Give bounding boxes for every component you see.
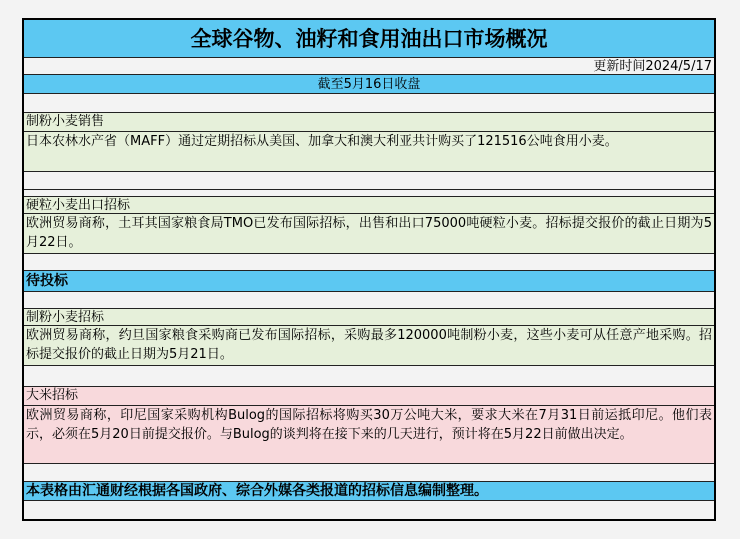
blank-row <box>24 190 714 197</box>
section-body-milling-wheat-tender: 欧洲贸易商称，约旦国家粮食采购商已发布国际招标，采购最多120000吨制粉小麦，这些小麦可从任意产地采购。招标提交报价的截止日期为5月21日。 <box>24 326 714 366</box>
section-body-durum-export-tender: 欧洲贸易商称，土耳其国家粮食局TMO已发布国际招标，出售和出口75000吨硬粒小麦。招标提交报价的截止日期为5月22日。 <box>24 214 714 254</box>
blank-row <box>24 172 714 190</box>
blank-row <box>24 464 714 482</box>
source-footer: 本表格由汇通财经根据各国政府、综合外媒各类报道的招标信息编制整理。 <box>24 482 714 501</box>
section-header-durum-export-tender: 硬粒小麦出口招标 <box>24 197 714 214</box>
section-body-rice-tender: 欧洲贸易商称，印尼国家采购机构Bulog的国际招标将购买30万公吨大米，要求大米在7月31日前运抵印尼。他们表示，必须在5月20日前提交报价。与Bulog的谈判将在接下来的几天进行，预计将在5月22日前做出决定。 <box>24 406 714 464</box>
market-overview-sheet <box>22 18 716 521</box>
blank-row <box>24 292 714 309</box>
blank-row <box>24 94 714 113</box>
section-header-rice-tender: 大米招标 <box>24 387 714 406</box>
section-body-milling-wheat-sale: 日本农林水产省（MAFF）通过定期招标从美国、加拿大和澳大利亚共计购买了121516公吨食用小麦。 <box>24 132 714 172</box>
blank-row <box>24 366 714 387</box>
section-header-milling-wheat-sale: 制粉小麦销售 <box>24 113 714 132</box>
pending-tender-banner: 待投标 <box>24 271 714 292</box>
sheet-title: 全球谷物、油籽和食用油出口市场概况 <box>24 20 714 58</box>
blank-row <box>24 254 714 271</box>
blank-row <box>24 501 714 519</box>
section-header-milling-wheat-tender: 制粉小麦招标 <box>24 309 714 326</box>
cutoff-banner: 截至5月16日收盘 <box>24 75 714 94</box>
update-time: 更新时间2024/5/17 <box>24 58 714 75</box>
